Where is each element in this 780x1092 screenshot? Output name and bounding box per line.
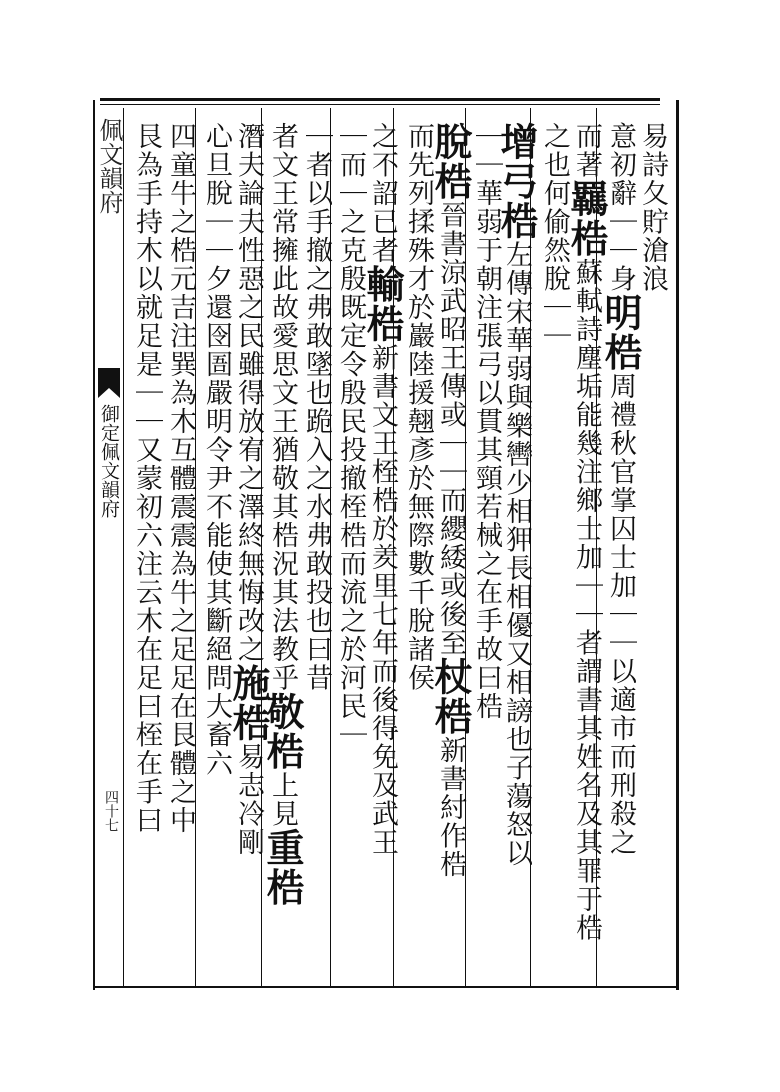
- text-segment: 何偷然脫｜｜: [539, 179, 570, 350]
- headword: 輸梏: [360, 264, 405, 344]
- text-column: [466, 122, 506, 982]
- top-rule-thin: [100, 104, 660, 105]
- text-segment: 注鄉士加｜｜者謂書其姓名及其罪于梏: [571, 457, 602, 942]
- headword: 杖梏: [428, 657, 473, 736]
- headword: 脫梏: [428, 122, 473, 201]
- margin-subtitle: 御定佩文韻府: [98, 404, 120, 518]
- text-segment: ｜者以手撤之弗敢墜也跪入之水弗敢投也曰昔: [301, 122, 332, 692]
- margin-title: 佩文韻府: [95, 118, 123, 214]
- text-segment: 意初辭｜｜身: [605, 122, 636, 293]
- text-column: [126, 122, 166, 982]
- text-column: [398, 122, 438, 982]
- headword: 明梏: [598, 293, 643, 372]
- text-segment: ｜｜華弱于朝注張弓以貫其頸若械之在手故曰梏: [471, 122, 502, 721]
- text-segment: 周禮秋官掌囚士加｜｜以適市而刑殺之: [605, 372, 636, 857]
- headword: 羈梏: [564, 179, 609, 258]
- right-border: [676, 100, 679, 990]
- text-column: [330, 122, 370, 982]
- column-divider: [123, 108, 124, 988]
- text-segment: 者文王常擁此故愛思文王猶敬其梏況其法教乎: [267, 122, 298, 692]
- text-segment: 而先列揉殊才於巖陸援翹彥於無際: [403, 122, 434, 550]
- page-number: 四十七: [103, 790, 119, 832]
- headword: 重梏: [260, 828, 305, 907]
- bottom-rule: [93, 986, 679, 988]
- text-segment: 蘇軾詩塵垢能幾: [571, 258, 602, 458]
- top-rule-thick: [100, 98, 660, 101]
- text-segment: 心旦脫｜｜夕還囹圄嚴明令尹不能使其斷絕: [201, 122, 232, 664]
- headword: 增弓梏: [494, 122, 539, 241]
- text-segment: 晉書涼武昭王傳或｜｜而纓緌或後至: [435, 201, 466, 657]
- text-segment: 數千脫諸侯: [403, 549, 434, 692]
- text-segment: 易志冷剛: [233, 742, 264, 857]
- text-segment: 艮為手持木以就足是｜｜又蒙初六注云木在足曰桎在手曰: [131, 122, 162, 835]
- fish-tail-mark-icon: [98, 368, 120, 398]
- text-segment: 之也: [539, 122, 570, 179]
- text-segment: 問大畜六: [201, 663, 232, 778]
- text-segment: 而著: [571, 122, 602, 179]
- text-segment: 上見: [267, 771, 298, 828]
- left-border: [93, 100, 95, 990]
- text-column: [196, 122, 236, 982]
- headword: 敬梏: [260, 692, 305, 771]
- text-column: [160, 122, 200, 982]
- text-column: [534, 122, 574, 982]
- headword: 施梏: [226, 663, 271, 743]
- text-segment: 易詩夂貯滄浪: [637, 122, 668, 293]
- text-segment: ｜而｜之: [335, 122, 366, 236]
- text-segment: 新書文王桎梏於羑里七年而後得免及武王: [367, 343, 398, 857]
- text-segment: 左傳宋華弱與樂轡少相狎長相優又相謗也子蕩怒以: [501, 240, 532, 868]
- text-column: [260, 122, 305, 982]
- text-segment: 潛夫論夫性惡之民雖得放宥之澤終無悔改之: [233, 122, 264, 664]
- text-segment: 之不詔已者: [367, 122, 398, 265]
- text-segment: 四童牛之梏元吉注巽為木互體震震為牛之足足在艮體之中: [165, 122, 196, 835]
- text-segment: 新書紂作梏: [435, 736, 466, 879]
- text-segment: 克殷既定令殷民投撤桎梏而流之於河民｜: [335, 236, 366, 749]
